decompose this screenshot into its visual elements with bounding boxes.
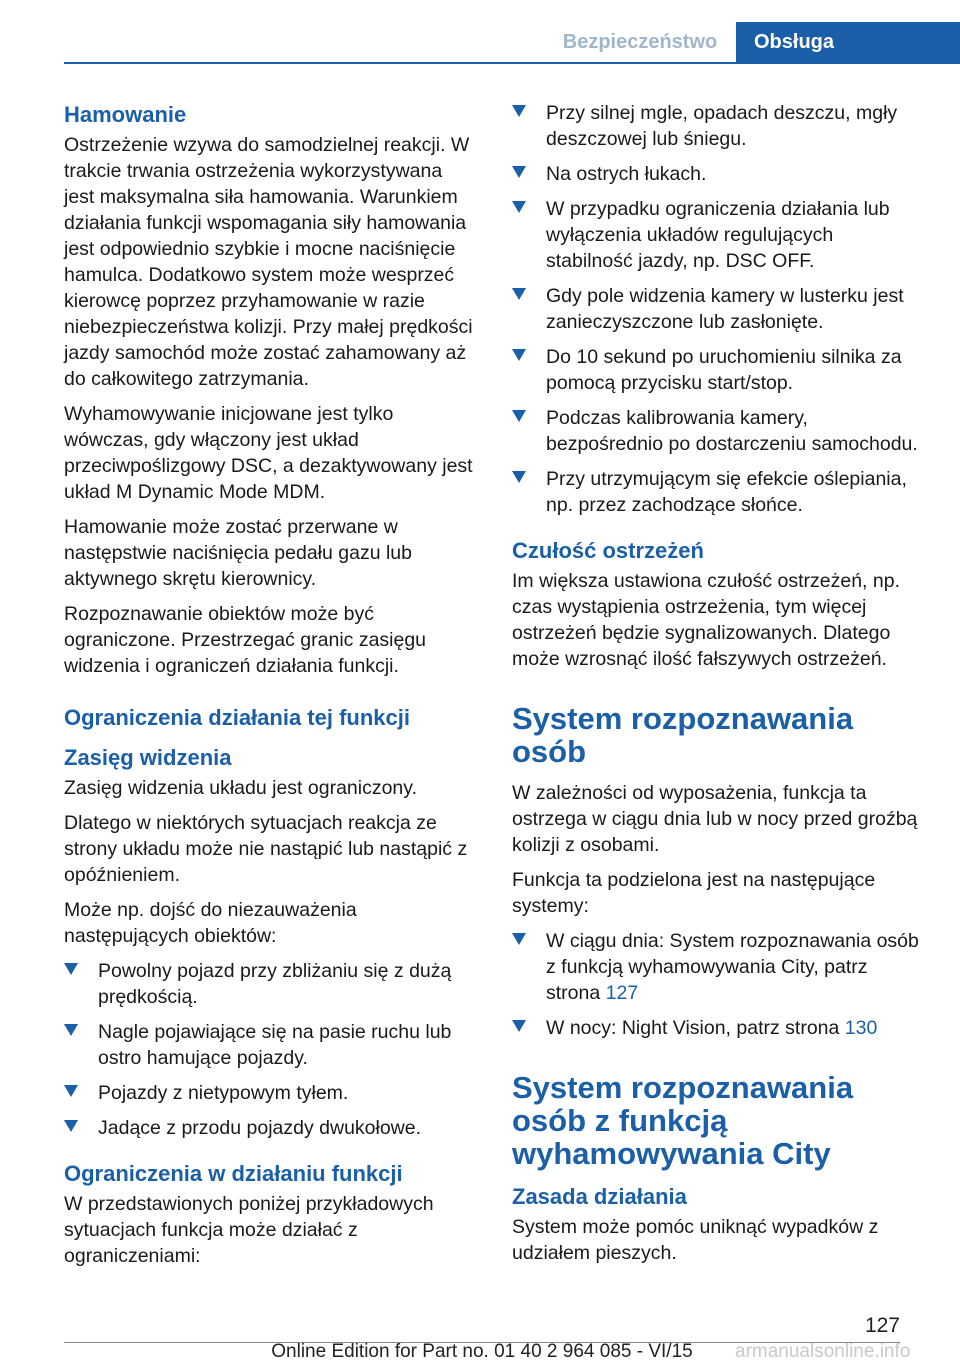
triangle-bullet-icon bbox=[512, 1020, 526, 1032]
paragraph: Im większa ustawiona czułość ostrzeżeń, np. czas wystąpienia ostrzeżenia, tym więcej ostrzeżeń będzie sygnalizowanych. Dlatego może wzrosnąć ilość fałszywych ostrzeżeń. bbox=[512, 570, 901, 670]
paragraph: Może np. dojść do niezauważenia następujących obiektów: bbox=[64, 899, 357, 947]
list-item: Przy silnej mgle, opadach deszczu, mgły deszczowej lub śniegu. bbox=[512, 100, 924, 152]
list-item: Podczas kalibrowania kamery, bezpośrednio po dostarczeniu samochodu. bbox=[512, 405, 924, 457]
bullet-list bbox=[64, 958, 476, 1141]
triangle-bullet-icon bbox=[64, 1085, 78, 1097]
paragraph: Dlatego w niektórych sytuacjach reakcja ze strony układu może nie nastąpić lub nastąpić z opóźnieniem. bbox=[64, 812, 468, 886]
page-link-127[interactable]: 127 bbox=[605, 982, 639, 1004]
heading-zasieg: Zasięg widzenia bbox=[64, 745, 232, 770]
page-header bbox=[0, 0, 960, 64]
list-item: W ciągu dnia: System rozpoznawania osób z funkcją wyhamowywania City, patrz strona 127 bbox=[512, 928, 924, 1006]
heading-ograniczenia-w: Ograniczenia w działaniu funkcji bbox=[64, 1161, 403, 1186]
heading-system: System rozpoznawania osób bbox=[512, 701, 854, 769]
footer-edition: Online Edition for Part no. 01 40 2 964 085 - VI/15 bbox=[271, 1341, 693, 1362]
triangle-bullet-icon bbox=[512, 349, 526, 361]
triangle-bullet-icon bbox=[512, 166, 526, 178]
triangle-bullet-icon bbox=[512, 933, 526, 945]
triangle-bullet-icon bbox=[512, 410, 526, 422]
paragraph: Funkcja ta podzielona jest na następujące systemy: bbox=[512, 869, 876, 917]
list-item: Pojazdy z nietypowym tyłem. bbox=[64, 1080, 476, 1106]
list-item: Przy utrzymującym się efekcie oślepiania, np. przez zachodzące słońce. bbox=[512, 466, 924, 518]
heading-system-city: System rozpoznawania osób z funkcją wyhamowywania City bbox=[512, 1070, 854, 1171]
paragraph: W przedstawionych poniżej przykładowych sytuacjach funkcja może działać z ograniczeniami: bbox=[64, 1193, 434, 1267]
header-rule bbox=[64, 62, 960, 64]
triangle-bullet-icon bbox=[64, 1120, 78, 1132]
watermark: armanualsonline.info bbox=[735, 1341, 911, 1362]
triangle-bullet-icon bbox=[64, 1024, 78, 1036]
right-column bbox=[512, 100, 924, 1275]
list-item: W nocy: Night Vision, patrz strona 130 bbox=[512, 1015, 924, 1041]
heading-zasada: Zasada działania bbox=[512, 1184, 687, 1209]
page-link-130[interactable]: 130 bbox=[844, 1017, 878, 1039]
triangle-bullet-icon bbox=[512, 288, 526, 300]
list-item: Gdy pole widzenia kamery w lusterku jest zanieczyszczone lub zasłonięte. bbox=[512, 283, 924, 335]
paragraph: Wyhamowywanie inicjowane jest tylko wówczas, gdy włączony jest układ przeciwpoślizgowy DSC, a dezaktywowany jest układ M Dynamic Mode MDM. bbox=[64, 403, 473, 503]
heading-hamowanie: Hamowanie bbox=[64, 102, 187, 127]
bullet-list bbox=[512, 928, 924, 1041]
triangle-bullet-icon bbox=[64, 963, 78, 975]
triangle-bullet-icon bbox=[512, 201, 526, 213]
heading-ograniczenia: Ograniczenia działania tej funkcji bbox=[64, 705, 410, 730]
list-item: Do 10 sekund po uruchomieniu silnika za pomocą przycisku start/stop. bbox=[512, 344, 924, 396]
paragraph: Hamowanie może zostać przerwane w następstwie naciśnięcia pedału gazu lub aktywnego skrętu kierownicy. bbox=[64, 516, 412, 590]
list-item: Na ostrych łukach. bbox=[512, 161, 924, 187]
list-item: Jadące z przodu pojazdy dwukołowe. bbox=[64, 1115, 476, 1141]
paragraph: Ostrzeżenie wzywa do samodzielnej reakcji. W trakcie trwania ostrzeżenia wykorzystywana jest maksymalna siła hamowania. Warunkiem działania funkcji wspomagania siły hamowania jest odpowiednio szybkie i mocne naciśnięcie hamulca. Dodatkowo system może wesprzeć kierowcę poprzez przyhamowanie w razie niebezpieczeństwa kolizji. Przy małej prędkości jazdy samochód może zostać zahamowany aż do całkowitego zatrzymania. bbox=[64, 134, 473, 390]
paragraph: Rozpoznawanie obiektów może być ograniczone. Przestrzegać granic zasięgu widzenia i ograniczeń działania funkcji. bbox=[64, 603, 427, 677]
paragraph: W zależności od wyposażenia, funkcja ta ostrzega w ciągu dnia lub w nocy przed groźbą kolizji z osobami. bbox=[512, 782, 918, 856]
bullet-list bbox=[512, 100, 924, 518]
section-tab[interactable]: Bezpieczeństwo bbox=[562, 30, 718, 53]
list-item: W przypadku ograniczenia działania lub wyłączenia układów regulujących stabilność jazdy, np. DSC OFF. bbox=[512, 196, 924, 274]
paragraph: Zasięg widzenia układu jest ograniczony. bbox=[64, 777, 417, 799]
left-column bbox=[64, 100, 476, 1278]
triangle-bullet-icon bbox=[512, 105, 526, 117]
triangle-bullet-icon bbox=[512, 471, 526, 483]
page-number: 127 bbox=[864, 1314, 900, 1337]
list-item: Nagle pojawiające się na pasie ruchu lub ostro hamujące pojazdy. bbox=[64, 1019, 476, 1071]
list-item: Powolny pojazd przy zbliżaniu się z dużą prędkością. bbox=[64, 958, 476, 1010]
paragraph: System może pomóc uniknąć wypadków z udziałem pieszych. bbox=[512, 1216, 879, 1264]
heading-czulosc: Czułość ostrzeżeń bbox=[512, 538, 704, 563]
chapter-tab[interactable]: Obsługa bbox=[736, 22, 960, 62]
